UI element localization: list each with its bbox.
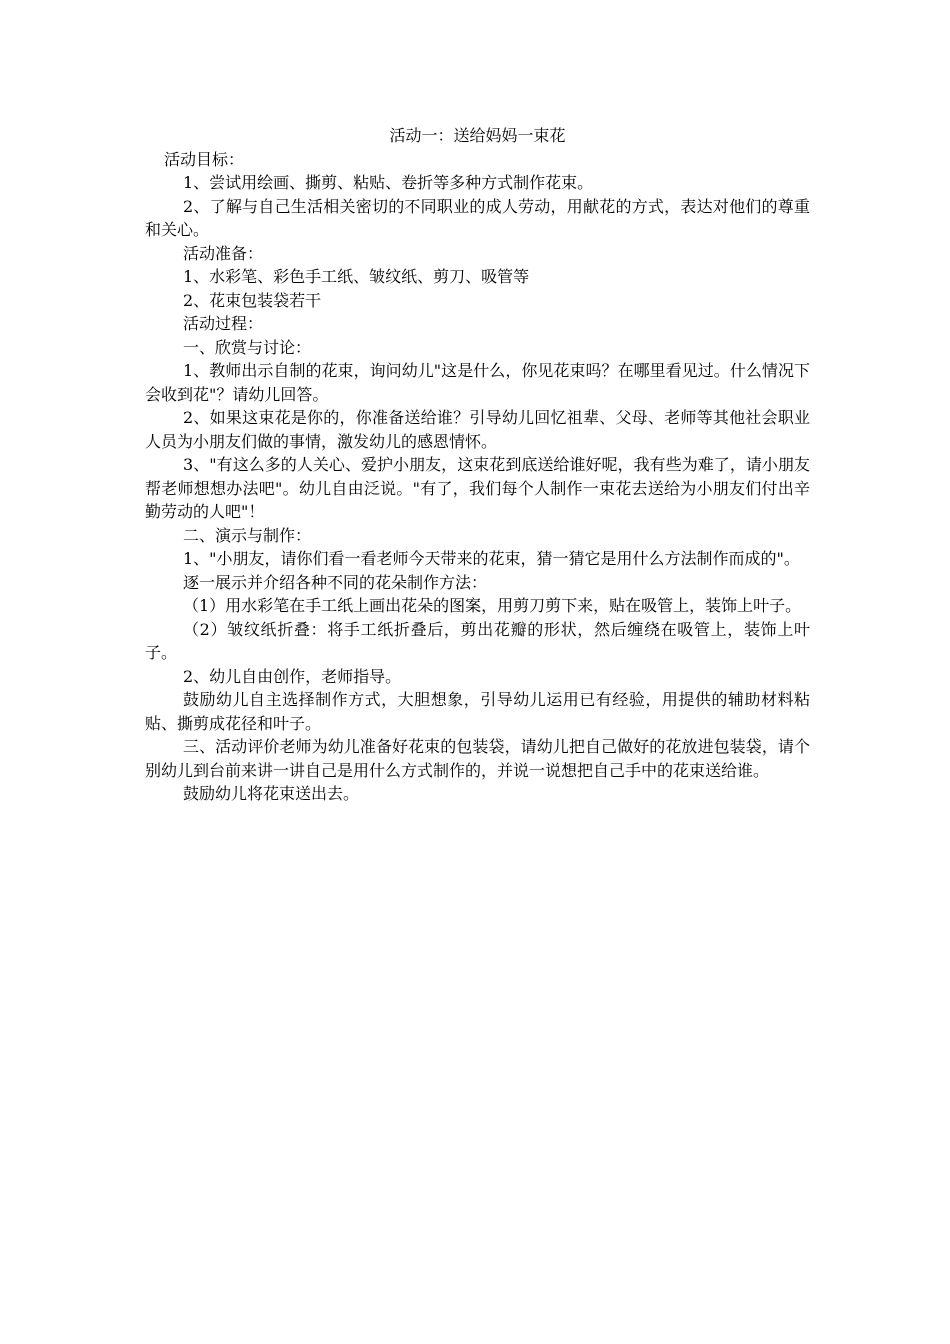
section-heading-goals: 活动目标： [164, 149, 245, 169]
paragraph-preparation-1: 1、水彩笔、彩色手工纸、皱纹纸、剪刀、吸管等 [183, 267, 530, 286]
document-body [145, 124, 810, 806]
section-heading-process: 活动过程： [183, 314, 264, 333]
paragraph-goal-1: 1、尝试用绘画、撕剪、粘贴、卷折等多种方式制作花束。 [183, 173, 594, 192]
paragraph-method-1: （1）用水彩笔在手工纸上画出花朵的图案，用剪刀剪下来，贴在吸管上，装饰上叶子。 [183, 596, 802, 615]
paragraph-preparation-2: 2、花束包装袋若干 [183, 290, 322, 310]
subsection-heading-demonstration: 二、演示与制作： [183, 525, 312, 545]
paragraph-demonstration-intro: 逐一展示并介绍各种不同的花朵制作方法： [183, 572, 488, 592]
document-title: 活动一：送给妈妈一束花 [389, 126, 566, 145]
paragraph-appreciation-2: 2、如果这束花是你的，你准备送给谁？引导幼儿回忆祖辈、父母、老师等其他社会职业人员为小朋友们做的事情，激发幼儿的感恩情怀。 [145, 408, 810, 451]
subsection-heading-appreciation: 一、欣赏与讨论： [183, 337, 312, 357]
paragraph-closing: 鼓励幼儿将花束送出去。 [183, 784, 360, 803]
paragraph-appreciation-1: 1、教师出示自制的花束，询问幼儿"这是什么，你见花束吗？在哪里看见过。什么情况下会收到花"？请幼儿回答。 [145, 361, 810, 404]
paragraph-appreciation-3: 3、"有这么多的人关心、爱护小朋友，这束花到底送给谁好呢，我有些为难了，请小朋友帮老师想想办法吧"。幼儿自由泛说。"有了，我们每个人制作一束花去送给为小朋友们付出辛勤劳动的人吧"！ [145, 455, 810, 521]
paragraph-creation: 2、幼儿自由创作，老师指导。 [183, 666, 402, 686]
paragraph-encourage-creation: 鼓励幼儿自主选择制作方式，大胆想象，引导幼儿运用已有经验，用提供的辅助材料粘贴、撕剪成花径和叶子。 [145, 690, 810, 733]
paragraph-goal-2: 2、了解与自己生活相关密切的不同职业的成人劳动，用献花的方式，表达对他们的尊重和关心。 [145, 196, 810, 239]
paragraph-demonstration-1: 1、"小朋友，请你们看一看老师今天带来的花束，猜一猜它是用什么方法制作而成的"。 [183, 549, 800, 568]
paragraph-method-2: （2）皱纹纸折叠：将手工纸折叠后，剪出花瓣的形状，然后缠绕在吸管上，装饰上叶子。 [145, 619, 810, 662]
section-heading-preparation: 活动准备： [183, 243, 264, 263]
paragraph-evaluation: 三、活动评价老师为幼儿准备好花束的包装袋，请幼儿把自己做好的花放进包装袋，请个别幼儿到台前来讲一讲自己是用什么方式制作的，并说一说想把自己手中的花束送给谁。 [145, 737, 810, 780]
